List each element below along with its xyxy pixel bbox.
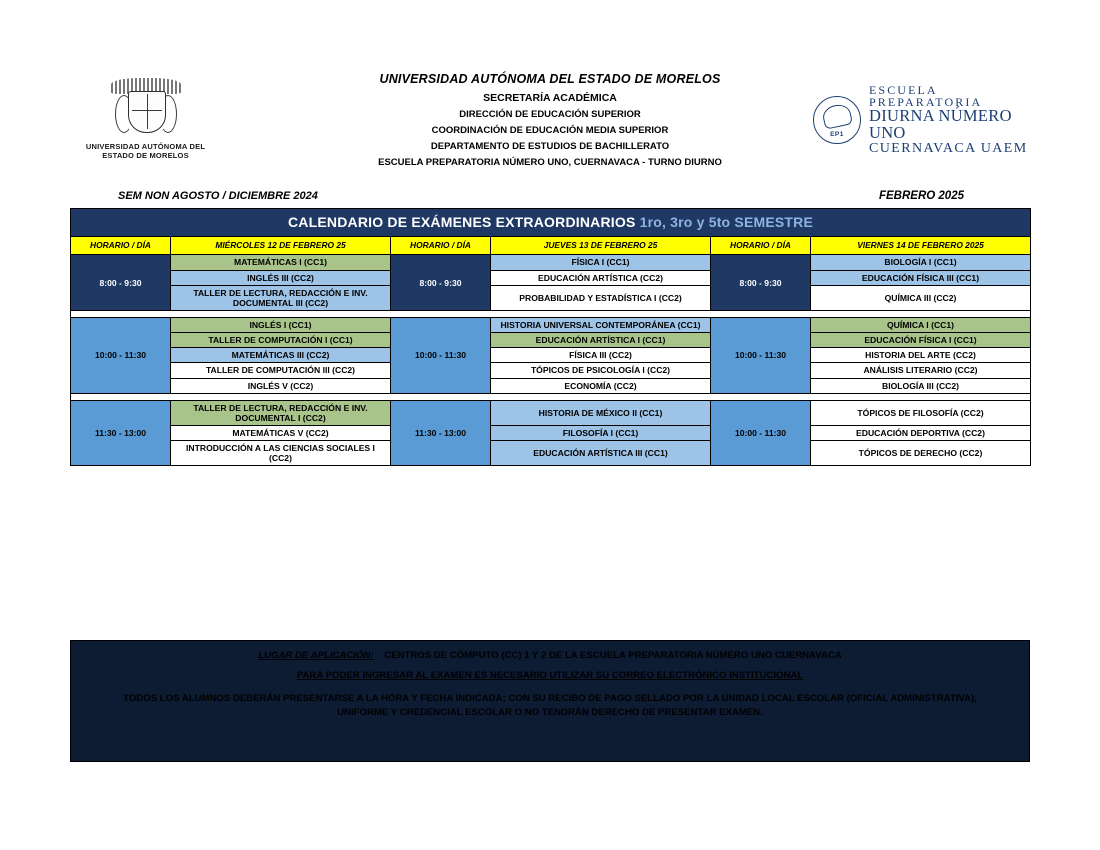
exam-cell: HISTORIA UNIVERSAL CONTEMPORÁNEA (CC1) bbox=[491, 317, 711, 332]
exam-cell: INTRODUCCIÓN A LAS CIENCIAS SOCIALES I (CC2) bbox=[171, 441, 391, 466]
exam-cell: FÍSICA I (CC1) bbox=[491, 255, 711, 270]
col-header-day-3: VIERNES 14 DE FEBRERO 2025 bbox=[811, 236, 1031, 255]
exam-cell: MATEMÁTICAS V (CC2) bbox=[171, 425, 391, 440]
table-row bbox=[71, 270, 1031, 285]
crest-caption-line2: ESTADO DE MORELOS bbox=[102, 151, 189, 161]
time-slot-col3-block3: 10:00 - 11:30 bbox=[711, 400, 811, 466]
exam-cell: TALLER DE COMPUTACIÓN III (CC2) bbox=[171, 363, 391, 378]
exam-cell: EDUCACIÓN ARTÍSTICA I (CC1) bbox=[491, 333, 711, 348]
exam-cell: MATEMÁTICAS III (CC2) bbox=[171, 348, 391, 363]
time-slot-col2-block2: 10:00 - 11:30 bbox=[391, 317, 491, 393]
time-slot-col3-block1: 8:00 - 9:30 bbox=[711, 255, 811, 311]
col-header-day-2: JUEVES 13 DE FEBRERO 25 bbox=[491, 236, 711, 255]
time-slot-col2-block1: 8:00 - 9:30 bbox=[391, 255, 491, 311]
title-escuela: ESCUELA PREPARATORIA NÚMERO UNO, CUERNAVACA - TURNO DIURNO bbox=[378, 157, 722, 168]
footer-place-line bbox=[97, 650, 1003, 661]
exam-cell: MATEMÁTICAS I (CC1) bbox=[171, 255, 391, 270]
uaem-crest bbox=[78, 78, 213, 161]
title-university: UNIVERSIDAD AUTÓNOMA DEL ESTADO DE MORELOS bbox=[379, 72, 721, 86]
time-slot-col1-block2: 10:00 - 11:30 bbox=[71, 317, 171, 393]
exam-cell: INGLÉS V (CC2) bbox=[171, 378, 391, 393]
exam-cell: EDUCACIÓN FÍSICA I (CC1) bbox=[811, 333, 1031, 348]
exam-cell: QUÍMICA I (CC1) bbox=[811, 317, 1031, 332]
calendar-table-body bbox=[71, 209, 1031, 466]
exam-cell: BIOLOGÍA I (CC1) bbox=[811, 255, 1031, 270]
footer-place-label: LUGAR DE APLICACIÓN: bbox=[258, 650, 374, 661]
exam-cell: INGLÉS I (CC1) bbox=[171, 317, 391, 332]
exam-cell: FILOSOFÍA I (CC1) bbox=[491, 425, 711, 440]
table-row bbox=[71, 441, 1031, 466]
exam-cell: QUÍMICA III (CC2) bbox=[811, 285, 1031, 310]
banner-text-semesters: 1ro, 3ro y 5to SEMESTRE bbox=[639, 214, 814, 230]
exam-cell: HISTORIA DEL ARTE (CC2) bbox=[811, 348, 1031, 363]
exam-cell: EDUCACIÓN ARTÍSTICA III (CC1) bbox=[491, 441, 711, 466]
time-slot-col1-block1: 8:00 - 9:30 bbox=[71, 255, 171, 311]
uaem-crest-caption bbox=[78, 142, 213, 161]
exam-cell: ANÁLISIS LITERARIO (CC2) bbox=[811, 363, 1031, 378]
exam-cell: TALLER DE COMPUTACIÓN I (CC1) bbox=[171, 333, 391, 348]
col-header-horario-1: HORARIO / DÍA bbox=[71, 236, 171, 255]
calendar-table bbox=[70, 208, 1031, 466]
col-header-horario-3: HORARIO / DÍA bbox=[711, 236, 811, 255]
institution-titles bbox=[270, 72, 830, 173]
exam-cell: EDUCACIÓN DEPORTIVA (CC2) bbox=[811, 425, 1031, 440]
exam-cell: INGLÉS III (CC2) bbox=[171, 270, 391, 285]
period-month: FEBRERO 2025 bbox=[878, 190, 964, 202]
exam-cell: TALLER DE LECTURA, REDACCIÓN E INV. DOCUMENTAL I (CC2) bbox=[171, 400, 391, 425]
exam-cell: EDUCACIÓN ARTÍSTICA (CC2) bbox=[491, 270, 711, 285]
exam-cell: ECONOMÍA (CC2) bbox=[491, 378, 711, 393]
title-direccion: DIRECCIÓN DE EDUCACIÓN SUPERIOR bbox=[459, 109, 641, 120]
table-row bbox=[71, 317, 1031, 332]
document-header bbox=[0, 60, 1100, 180]
table-row bbox=[71, 425, 1031, 440]
exam-cell: TÓPICOS DE PSICOLOGÍA I (CC2) bbox=[491, 363, 711, 378]
exam-cell: FÍSICA III (CC2) bbox=[491, 348, 711, 363]
time-slot-col3-block2: 10:00 - 11:30 bbox=[711, 317, 811, 393]
footer-email-line: PARA PODER INGRESAR AL EXAMEN ES NECESARIO UTILIZAR SU CORREO ELECTRÓNICO INSTITUCIONAL bbox=[296, 670, 804, 681]
crest-caption-line1: UNIVERSIDAD AUTÓNOMA DEL bbox=[85, 142, 206, 151]
prepa-logo-line3: CUERNAVACA UAEM bbox=[869, 140, 1028, 156]
prepa-emblem-icon bbox=[813, 96, 861, 144]
block-spacer bbox=[71, 393, 1031, 400]
table-row bbox=[71, 255, 1031, 270]
title-secretaria: SECRETARÍA ACADÉMICA bbox=[483, 92, 617, 104]
exam-cell: HISTORIA DE MÉXICO II (CC1) bbox=[491, 400, 711, 425]
time-slot-col1-block3: 11:30 - 13:00 bbox=[71, 400, 171, 466]
table-row bbox=[71, 285, 1031, 310]
title-departamento: DEPARTAMENTO DE ESTUDIOS DE BACHILLERATO bbox=[430, 141, 670, 152]
period-semester: SEM NON AGOSTO / DICIEMBRE 2024 bbox=[118, 190, 318, 202]
period-row bbox=[0, 190, 1100, 206]
exam-cell: EDUCACIÓN FÍSICA III (CC1) bbox=[811, 270, 1031, 285]
calendar-table-wrapper bbox=[70, 208, 1030, 466]
prepa-logo bbox=[813, 82, 1028, 156]
table-row bbox=[71, 333, 1031, 348]
table-row bbox=[71, 348, 1031, 363]
time-slot-col2-block3: 11:30 - 13:00 bbox=[391, 400, 491, 466]
calendar-banner bbox=[71, 209, 1031, 237]
prepa-logo-text bbox=[869, 84, 1028, 156]
exam-cell: TÓPICOS DE FILOSOFÍA (CC2) bbox=[811, 400, 1031, 425]
footer-place-text: CENTROS DE CÓMPUTO (CC) 1 Y 2 DE LA ESCUELA PREPARATORIA NÚMERO UNO CUERNAVACA bbox=[384, 650, 842, 661]
prepa-logo-line2: DIURNA NÚMERO UNO bbox=[869, 106, 1012, 143]
prepa-logo-line1: ESCUELA PREPARATORIA bbox=[869, 82, 983, 110]
banner-text-main: CALENDARIO DE EXÁMENES EXTRAORDINARIOS bbox=[287, 214, 640, 230]
col-header-horario-2: HORARIO / DÍA bbox=[391, 236, 491, 255]
exam-cell: PROBABILIDAD Y ESTADÍSTICA I (CC2) bbox=[491, 285, 711, 310]
exam-cell: TÓPICOS DE DERECHO (CC2) bbox=[811, 441, 1031, 466]
col-header-day-1: MIÉRCOLES 12 DE FEBRERO 25 bbox=[171, 236, 391, 255]
block-spacer bbox=[71, 310, 1031, 317]
table-row bbox=[71, 363, 1031, 378]
table-row bbox=[71, 378, 1031, 393]
footer-requirements-line: TODOS LOS ALUMNOS DEBERÁN PRESENTARSE A LA HORA Y FECHA INDICADA; CON SU RECIBO DE PAGO SELLADO POR LA UNIDAD LOCAL ESCOLAR (OFICIAL ADMINISTRATIVA), UNIFORME Y CREDENCIAL ESCOLAR O NO TENDRÁN DERECHO DE PRESENTAR EXAMEN. bbox=[123, 693, 977, 719]
exam-cell: TALLER DE LECTURA, REDACCIÓN E INV. DOCUMENTAL III (CC2) bbox=[171, 285, 391, 310]
exam-cell: BIOLOGÍA III (CC2) bbox=[811, 378, 1031, 393]
table-row bbox=[71, 400, 1031, 425]
uaem-crest-icon bbox=[105, 78, 187, 138]
footer-notes bbox=[70, 640, 1030, 762]
title-coordinacion: COORDINACIÓN DE EDUCACIÓN MEDIA SUPERIOR bbox=[431, 125, 669, 136]
